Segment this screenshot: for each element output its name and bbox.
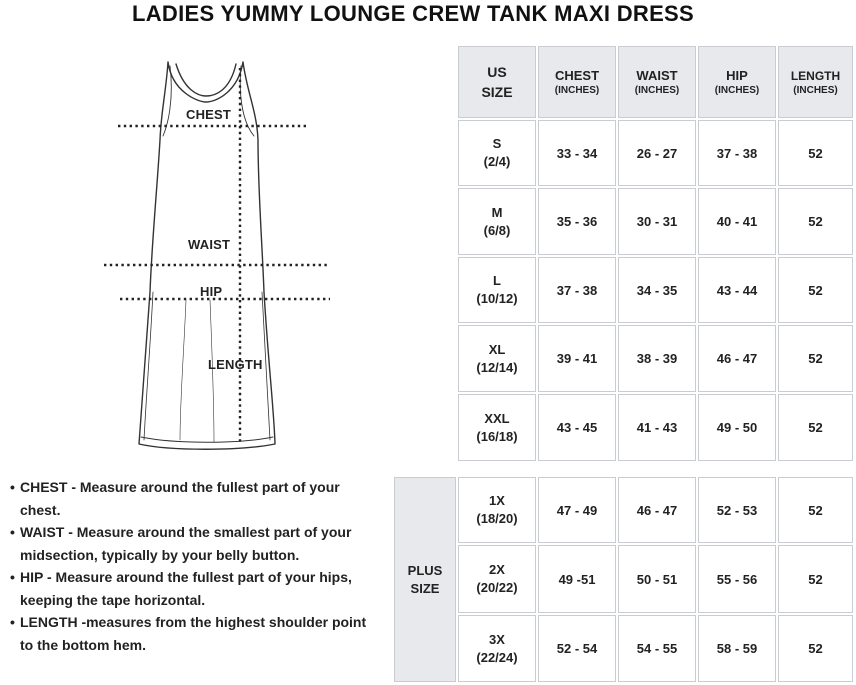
table-cell-hip: 52 - 53 [698, 477, 776, 543]
header-chest: CHEST (INCHES) [538, 46, 616, 118]
length-label: LENGTH [208, 357, 263, 372]
table-cell-length: 52 [778, 257, 853, 323]
table-cell-length: 52 [778, 188, 853, 255]
table-cell-waist: 41 - 43 [618, 394, 696, 461]
table-cell-waist: 30 - 31 [618, 188, 696, 255]
table-cell-waist: 46 - 47 [618, 477, 696, 543]
table-cell-hip: 40 - 41 [698, 188, 776, 255]
table-cell-waist: 38 - 39 [618, 325, 696, 392]
table-cell-length: 52 [778, 325, 853, 392]
table-cell-length: 52 [778, 120, 853, 186]
header-us: US [487, 64, 507, 80]
table-cell-chest: 52 - 54 [538, 615, 616, 682]
table-cell-waist: 50 - 51 [618, 545, 696, 613]
table-cell-chest: 33 - 34 [538, 120, 616, 186]
table-cell-waist: 26 - 27 [618, 120, 696, 186]
table-cell-length: 52 [778, 615, 853, 682]
chest-label: CHEST [186, 107, 232, 122]
waist-label: WAIST [188, 237, 231, 252]
table-cell-waist: 54 - 55 [618, 615, 696, 682]
table-row-size: M (6/8) [458, 188, 536, 255]
table-cell-chest: 35 - 36 [538, 188, 616, 255]
table-cell-hip: 55 - 56 [698, 545, 776, 613]
table-cell-hip: 43 - 44 [698, 257, 776, 323]
table-row-size: 2X (20/22) [458, 545, 536, 613]
table-row-size: S (2/4) [458, 120, 536, 186]
table-row-size: XXL (16/18) [458, 394, 536, 461]
table-cell-length: 52 [778, 545, 853, 613]
table-cell-chest: 47 - 49 [538, 477, 616, 543]
page-title: LADIES YUMMY LOUNGE CREW TANK MAXI DRESS [131, 1, 695, 26]
note-length: • LENGTH -measures from the highest shoulder point to the bottom hem. [10, 611, 380, 656]
table-cell-chest: 39 - 41 [538, 325, 616, 392]
table-row-size: 1X (18/20) [458, 477, 536, 543]
table-cell-waist: 34 - 35 [618, 257, 696, 323]
plus-size-label: PLUS SIZE [394, 477, 456, 682]
table-cell-hip: 46 - 47 [698, 325, 776, 392]
header-waist: WAIST (INCHES) [618, 46, 696, 118]
table-cell-hip: 37 - 38 [698, 120, 776, 186]
header-us-size [458, 46, 536, 118]
table-cell-hip: 58 - 59 [698, 615, 776, 682]
hip-label: HIP [200, 284, 223, 299]
table-cell-length: 52 [778, 394, 853, 461]
table-cell-chest: 37 - 38 [538, 257, 616, 323]
header-size: SIZE [481, 84, 513, 100]
note-waist: • WAIST - Measure around the smallest part of your midsection, typically by your belly button. [10, 521, 380, 566]
header-length: LENGTH (INCHES) [778, 46, 853, 118]
table-cell-chest: 49 -51 [538, 545, 616, 613]
header-hip: HIP (INCHES) [698, 46, 776, 118]
table-row-size: 3X (22/24) [458, 615, 536, 682]
measurement-notes [10, 476, 380, 656]
note-hip: • HIP - Measure around the fullest part of your hips, keeping the tape horizontal. [10, 566, 380, 611]
table-row-size: XL (12/14) [458, 325, 536, 392]
table-cell-chest: 43 - 45 [538, 394, 616, 461]
table-cell-hip: 49 - 50 [698, 394, 776, 461]
note-chest: • CHEST - Measure around the fullest part of your chest. [10, 476, 380, 521]
table-row-size: L (10/12) [458, 257, 536, 323]
table-cell-length: 52 [778, 477, 853, 543]
